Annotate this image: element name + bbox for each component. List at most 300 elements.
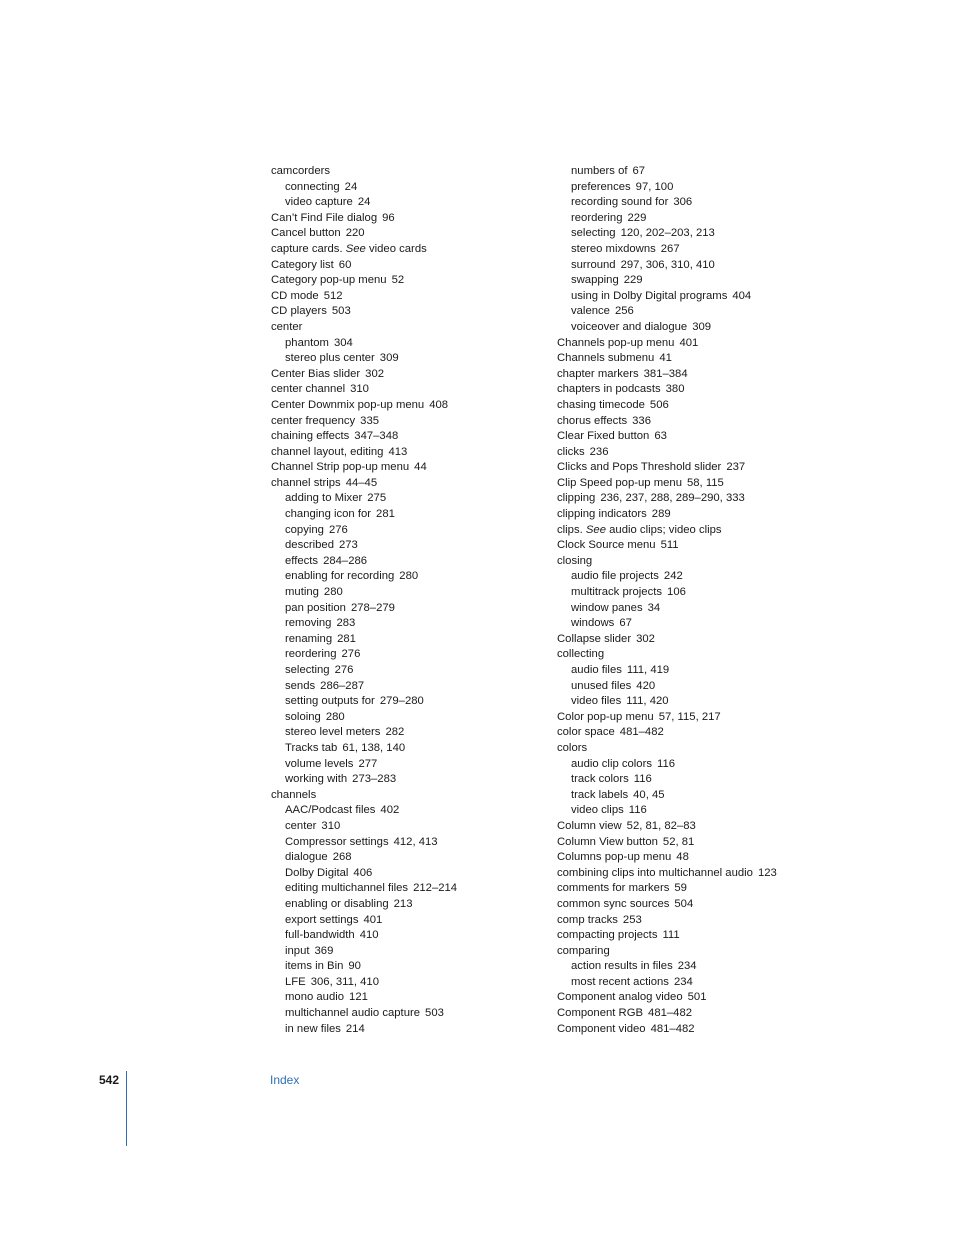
index-subentry (271, 725, 541, 741)
index-entry (557, 554, 857, 570)
index-term: described (285, 539, 334, 552)
index-term: stereo level meters (285, 726, 381, 739)
page-reference: 24 (344, 180, 358, 193)
index-entry (271, 242, 541, 258)
page-reference: 481–482 (650, 1022, 695, 1035)
page-reference: 302 (636, 632, 655, 645)
index-term: CD players (271, 305, 327, 318)
index-term: Component video (557, 1022, 646, 1035)
index-entry (271, 398, 541, 414)
index-subentry (557, 258, 857, 274)
page-reference: 116 (657, 757, 676, 770)
page-reference: 57, 115, 217 (658, 710, 721, 723)
index-entry (557, 445, 857, 461)
index-term: video clips (571, 804, 624, 817)
page-reference: 306 (673, 196, 693, 209)
index-term: using in Dolby Digital programs (571, 289, 728, 302)
index-entry (557, 476, 857, 492)
index-entry (557, 336, 857, 352)
page-reference: 336 (632, 414, 651, 427)
page-reference: 242 (663, 570, 683, 583)
index-subentry (557, 772, 857, 788)
page-reference: 229 (623, 274, 643, 287)
index-term: enabling for recording (285, 570, 395, 583)
page-reference: 58, 115 (686, 476, 724, 489)
index-term: audio file projects (571, 570, 659, 583)
footer-section-title: Index (270, 1073, 300, 1087)
index-entry (557, 367, 857, 383)
index-entry (271, 445, 541, 461)
cross-reference: video cards (368, 242, 427, 255)
index-subentry (557, 788, 857, 804)
index-term: mono audio (285, 991, 345, 1004)
index-entry (557, 491, 857, 507)
index-subentry (271, 632, 541, 648)
page-reference: 413 (388, 445, 408, 458)
index-term: audio clip colors (571, 757, 653, 770)
index-subentry (557, 601, 857, 617)
index-subentry (271, 601, 541, 617)
index-term: items in Bin (285, 960, 344, 973)
page-reference: 369 (314, 944, 334, 957)
index-term: renaming (285, 632, 333, 645)
index-subentry (271, 180, 541, 196)
page-reference: 347–348 (354, 430, 399, 443)
page-reference: 52, 81, 82–83 (626, 819, 696, 832)
index-term: Dolby Digital (285, 866, 349, 879)
page-reference: 381–384 (643, 367, 688, 380)
page-reference: 34 (647, 601, 661, 614)
index-subentry (557, 211, 857, 227)
page-reference: 116 (633, 773, 652, 786)
index-term: channel layout, editing (271, 445, 384, 458)
index-term: recording sound for (571, 196, 669, 209)
index-entry (557, 414, 857, 430)
page-reference: 67 (632, 165, 646, 177)
page-reference: 406 (353, 866, 373, 879)
page-reference: 120, 202–203, 213 (620, 227, 715, 240)
index-entry (271, 289, 541, 305)
page-reference: 402 (380, 804, 400, 817)
index-term: Component analog video (557, 991, 683, 1004)
index-term: camcorders (271, 165, 331, 177)
index-term: Channels pop-up menu (557, 336, 675, 349)
page-reference: 297, 306, 310, 410 (620, 258, 715, 271)
index-term: enabling or disabling (285, 897, 389, 910)
page-reference: 279–280 (379, 695, 424, 708)
index-term: in new files (285, 1022, 341, 1035)
index-subentry (557, 569, 857, 585)
index-term: Clip Speed pop-up menu (557, 476, 682, 489)
index-entry (557, 725, 857, 741)
page-reference: 236 (589, 445, 609, 458)
index-term: Columns pop-up menu (557, 851, 672, 864)
index-entry (271, 460, 541, 476)
index-subentry (557, 273, 857, 289)
index-term: CD mode (271, 289, 319, 302)
index-term: Component RGB (557, 1007, 644, 1020)
index-entry (271, 429, 541, 445)
index-entry (271, 258, 541, 274)
index-term: numbers of (571, 165, 628, 177)
page-reference: 276 (334, 664, 354, 676)
index-subentry (271, 538, 541, 554)
index-term: closing (557, 554, 593, 567)
page-reference: 268 (332, 851, 352, 864)
index-term: AAC/Podcast files (285, 804, 376, 817)
index-subentry (271, 913, 541, 929)
index-subentry (557, 959, 857, 975)
page-reference: 59 (674, 882, 687, 895)
index-term: connecting (285, 180, 340, 193)
page-reference: 214 (345, 1022, 365, 1035)
page-reference: 237 (726, 461, 746, 474)
page-reference: 280 (399, 570, 419, 583)
index-term: comments for markers (557, 882, 670, 895)
page-reference: 48 (676, 851, 689, 864)
page-reference: 302 (365, 367, 385, 380)
index-term: preferences (571, 180, 631, 193)
index-subentry (271, 710, 541, 726)
index-term: center (285, 819, 317, 832)
index-entry (557, 382, 857, 398)
index-term: Clear Fixed button (557, 430, 650, 443)
index-entry (557, 1006, 857, 1022)
index-entry (271, 211, 541, 227)
index-entry (557, 881, 857, 897)
index-term: chapter markers (557, 367, 639, 380)
page-reference: 277 (358, 757, 378, 770)
index-term: LFE (285, 975, 306, 988)
page-reference: 503 (425, 1007, 444, 1020)
index-entry (271, 476, 541, 492)
index-term: Center Downmix pop-up menu (271, 398, 425, 411)
page-reference: 275 (367, 492, 387, 505)
page-reference: 111, 419 (626, 664, 670, 676)
index-term: selecting (285, 664, 330, 676)
index-term: phantom (285, 336, 329, 349)
page-reference: 63 (654, 430, 667, 443)
index-subentry (271, 195, 541, 211)
index-term: soloing (285, 710, 321, 723)
page-reference: 234 (673, 975, 693, 988)
index-subentry (557, 663, 857, 679)
index-term: Cancel button (271, 227, 341, 240)
index-term: changing icon for (285, 508, 372, 521)
index-subentry (557, 289, 857, 305)
index-term: adding to Mixer (285, 492, 363, 505)
page-reference: 60 (338, 258, 352, 271)
index-subentry (271, 679, 541, 695)
index-subentry (557, 320, 857, 336)
index-term: volume levels (285, 757, 354, 770)
page-reference: 512 (323, 289, 343, 302)
index-term: pan position (285, 601, 346, 614)
page-reference: 283 (336, 617, 356, 630)
index-entry (557, 647, 857, 663)
index-term: surround (571, 258, 616, 271)
index-entry (557, 897, 857, 913)
index-subentry (271, 928, 541, 944)
index-term: chapters in podcasts (557, 383, 661, 396)
index-term: muting (285, 586, 319, 599)
index-term: center channel (271, 383, 346, 396)
page-reference: 408 (429, 398, 449, 411)
index-term: swapping (571, 274, 619, 287)
index-term: clipping indicators (557, 508, 647, 521)
index-column-right (557, 164, 857, 1037)
index-subentry (557, 803, 857, 819)
page-reference: 97, 100 (635, 180, 674, 193)
index-subentry (271, 569, 541, 585)
index-term: colors (557, 741, 588, 754)
index-term: chorus effects (557, 414, 628, 427)
index-entry (557, 429, 857, 445)
index-term: copying (285, 523, 324, 536)
index-entry (271, 367, 541, 383)
page-reference: 404 (732, 289, 752, 302)
page-reference: 267 (660, 242, 680, 255)
index-term: video capture (285, 196, 353, 209)
index-term: Compressor settings (285, 835, 389, 848)
page-reference: 220 (345, 227, 365, 240)
page-reference: 304 (333, 336, 353, 349)
index-term: action results in files (571, 960, 673, 973)
index-term: Column View button (557, 835, 658, 848)
index-term: setting outputs for (285, 695, 375, 708)
index-term: color space (557, 726, 615, 739)
index-subentry (557, 242, 857, 258)
index-subentry (271, 803, 541, 819)
index-term: input (285, 944, 310, 957)
index-entry (557, 741, 857, 757)
index-entry (271, 226, 541, 242)
index-subentry (557, 757, 857, 773)
index-entry (271, 164, 541, 180)
index-entry (557, 351, 857, 367)
page-reference: 44 (414, 461, 427, 474)
cross-reference: audio clips; video clips (609, 523, 722, 536)
index-entry (557, 710, 857, 726)
index-term: Category list (271, 258, 334, 271)
index-term: clips. (557, 523, 583, 536)
page-reference: 281 (376, 508, 395, 521)
index-term: comp tracks (557, 913, 618, 926)
page-reference: 504 (674, 897, 694, 910)
index-term: unused files (571, 679, 632, 692)
index-term: voiceover and dialogue (571, 320, 688, 333)
page-reference: 52 (391, 274, 405, 287)
page-reference: 24 (357, 196, 371, 209)
index-term: removing (285, 617, 332, 630)
page-reference: 121 (349, 991, 368, 1004)
page-reference: 253 (622, 913, 642, 926)
index-term: center frequency (271, 414, 356, 427)
index-term: selecting (571, 227, 616, 240)
page-reference: 280 (323, 586, 343, 599)
index-subentry (557, 180, 857, 196)
index-subentry (271, 351, 541, 367)
index-term: chaining effects (271, 430, 350, 443)
index-term: Color pop-up menu (557, 710, 654, 723)
index-term: Channels submenu (557, 352, 655, 365)
index-term: Column view (557, 819, 622, 832)
index-subentry (271, 975, 541, 991)
index-subentry (271, 1006, 541, 1022)
page-reference: 501 (687, 991, 707, 1004)
page-reference: 309 (692, 320, 712, 333)
index-term: windows (571, 617, 615, 630)
index-subentry (271, 944, 541, 960)
index-subentry (557, 585, 857, 601)
page-reference: 380 (665, 383, 685, 396)
page-reference: 41 (659, 352, 672, 365)
page-reference: 282 (385, 726, 405, 739)
index-term: reordering (285, 648, 337, 661)
index-subentry (271, 772, 541, 788)
page-reference: 111, 420 (626, 695, 669, 708)
index-subentry (557, 164, 857, 180)
index-entry (271, 788, 541, 804)
index-entry (557, 460, 857, 476)
index-subentry (557, 975, 857, 991)
index-term: audio files (571, 664, 622, 676)
index-entry (557, 990, 857, 1006)
index-subentry (271, 523, 541, 539)
index-subentry (271, 507, 541, 523)
index-term: multichannel audio capture (285, 1007, 421, 1020)
index-entry (557, 944, 857, 960)
index-subentry (271, 835, 541, 851)
index-subentry (271, 336, 541, 352)
index-entry (271, 320, 541, 336)
index-term: video files (571, 695, 622, 708)
page-reference: 401 (679, 336, 699, 349)
page-reference: 281 (337, 632, 356, 645)
index-subentry (271, 897, 541, 913)
index-term: valence (571, 305, 610, 318)
index-entry (271, 273, 541, 289)
index-subentry (271, 850, 541, 866)
page-reference: 96 (382, 211, 395, 224)
page-reference: 111 (662, 929, 680, 942)
index-term: chasing timecode (557, 398, 645, 411)
footer-divider (126, 1071, 127, 1146)
index-subentry (271, 554, 541, 570)
index-term: comparing (557, 944, 610, 957)
index-term: window panes (571, 601, 643, 614)
index-term: channel strips (271, 476, 341, 489)
page-reference: 276 (328, 523, 348, 536)
page-reference: 289 (651, 508, 671, 521)
page-reference: 273–283 (352, 773, 397, 786)
index-term: channels (271, 788, 317, 801)
index-entry (557, 866, 857, 882)
index-term: Clicks and Pops Threshold slider (557, 461, 722, 474)
index-term: capture cards. (271, 242, 343, 255)
page-number: 542 (99, 1073, 120, 1087)
index-term: Can’t Find File dialog (271, 211, 378, 224)
page-reference: 278–279 (350, 601, 395, 614)
page-reference: 412, 413 (393, 835, 438, 848)
index-term: clipping (557, 492, 596, 505)
index-term: Channel Strip pop-up menu (271, 461, 410, 474)
index-term: editing multichannel files (285, 882, 409, 895)
page-reference: 420 (636, 679, 656, 692)
page-reference: 506 (649, 398, 669, 411)
index-subentry (271, 990, 541, 1006)
index-subentry (271, 881, 541, 897)
index-term: sends (285, 679, 316, 692)
index-subentry (271, 866, 541, 882)
page-reference: 284–286 (323, 554, 368, 567)
index-subentry (271, 491, 541, 507)
page-reference: 123 (757, 866, 777, 879)
index-term: export settings (285, 913, 359, 926)
page-reference: 40, 45 (633, 788, 665, 801)
page-reference: 52, 81 (662, 835, 695, 848)
index-term: track labels (571, 788, 629, 801)
index-term: track colors (571, 773, 629, 786)
index-term: collecting (557, 648, 605, 661)
page-reference: 481–482 (619, 726, 664, 739)
page-reference: 481–482 (648, 1007, 693, 1020)
index-term: stereo plus center (285, 352, 375, 365)
index-entry (557, 523, 857, 539)
page-reference: 212–214 (413, 882, 458, 895)
page-reference: 90 (348, 960, 361, 973)
index-subentry (271, 741, 541, 757)
page-reference: 401 (363, 913, 383, 926)
page-reference: 61, 138, 140 (342, 741, 406, 754)
index-term: reordering (571, 211, 623, 224)
index-subentry (271, 616, 541, 632)
page-reference: 44–45 (345, 476, 378, 489)
index-term: compacting projects (557, 929, 658, 942)
page-reference: 309 (379, 352, 399, 365)
page-reference: 511 (660, 539, 679, 552)
index-entry (557, 850, 857, 866)
index-entry (557, 1022, 857, 1038)
page-reference: 256 (614, 305, 634, 318)
index-entry (557, 819, 857, 835)
page-reference: 310 (321, 819, 341, 832)
index-subentry (271, 959, 541, 975)
page-reference: 213 (393, 897, 413, 910)
index-subentry (557, 304, 857, 320)
index-subentry (557, 616, 857, 632)
index-term: Category pop-up menu (271, 274, 387, 287)
page-reference: 106 (667, 586, 686, 599)
index-entry (557, 538, 857, 554)
index-entry (557, 913, 857, 929)
index-term: most recent actions (571, 975, 669, 988)
index-column-left (271, 164, 541, 1037)
index-term: stereo mixdowns (571, 242, 656, 255)
index-subentry (557, 679, 857, 695)
index-term: Tracks tab (285, 741, 338, 754)
index-entry (557, 398, 857, 414)
index-subentry (557, 226, 857, 242)
index-subentry (271, 1022, 541, 1038)
index-entry (271, 414, 541, 430)
index-subentry (271, 585, 541, 601)
index-subentry (271, 819, 541, 835)
index-term: clicks (557, 445, 585, 458)
index-subentry (557, 195, 857, 211)
index-entry (557, 835, 857, 851)
page-reference: 280 (325, 710, 345, 723)
